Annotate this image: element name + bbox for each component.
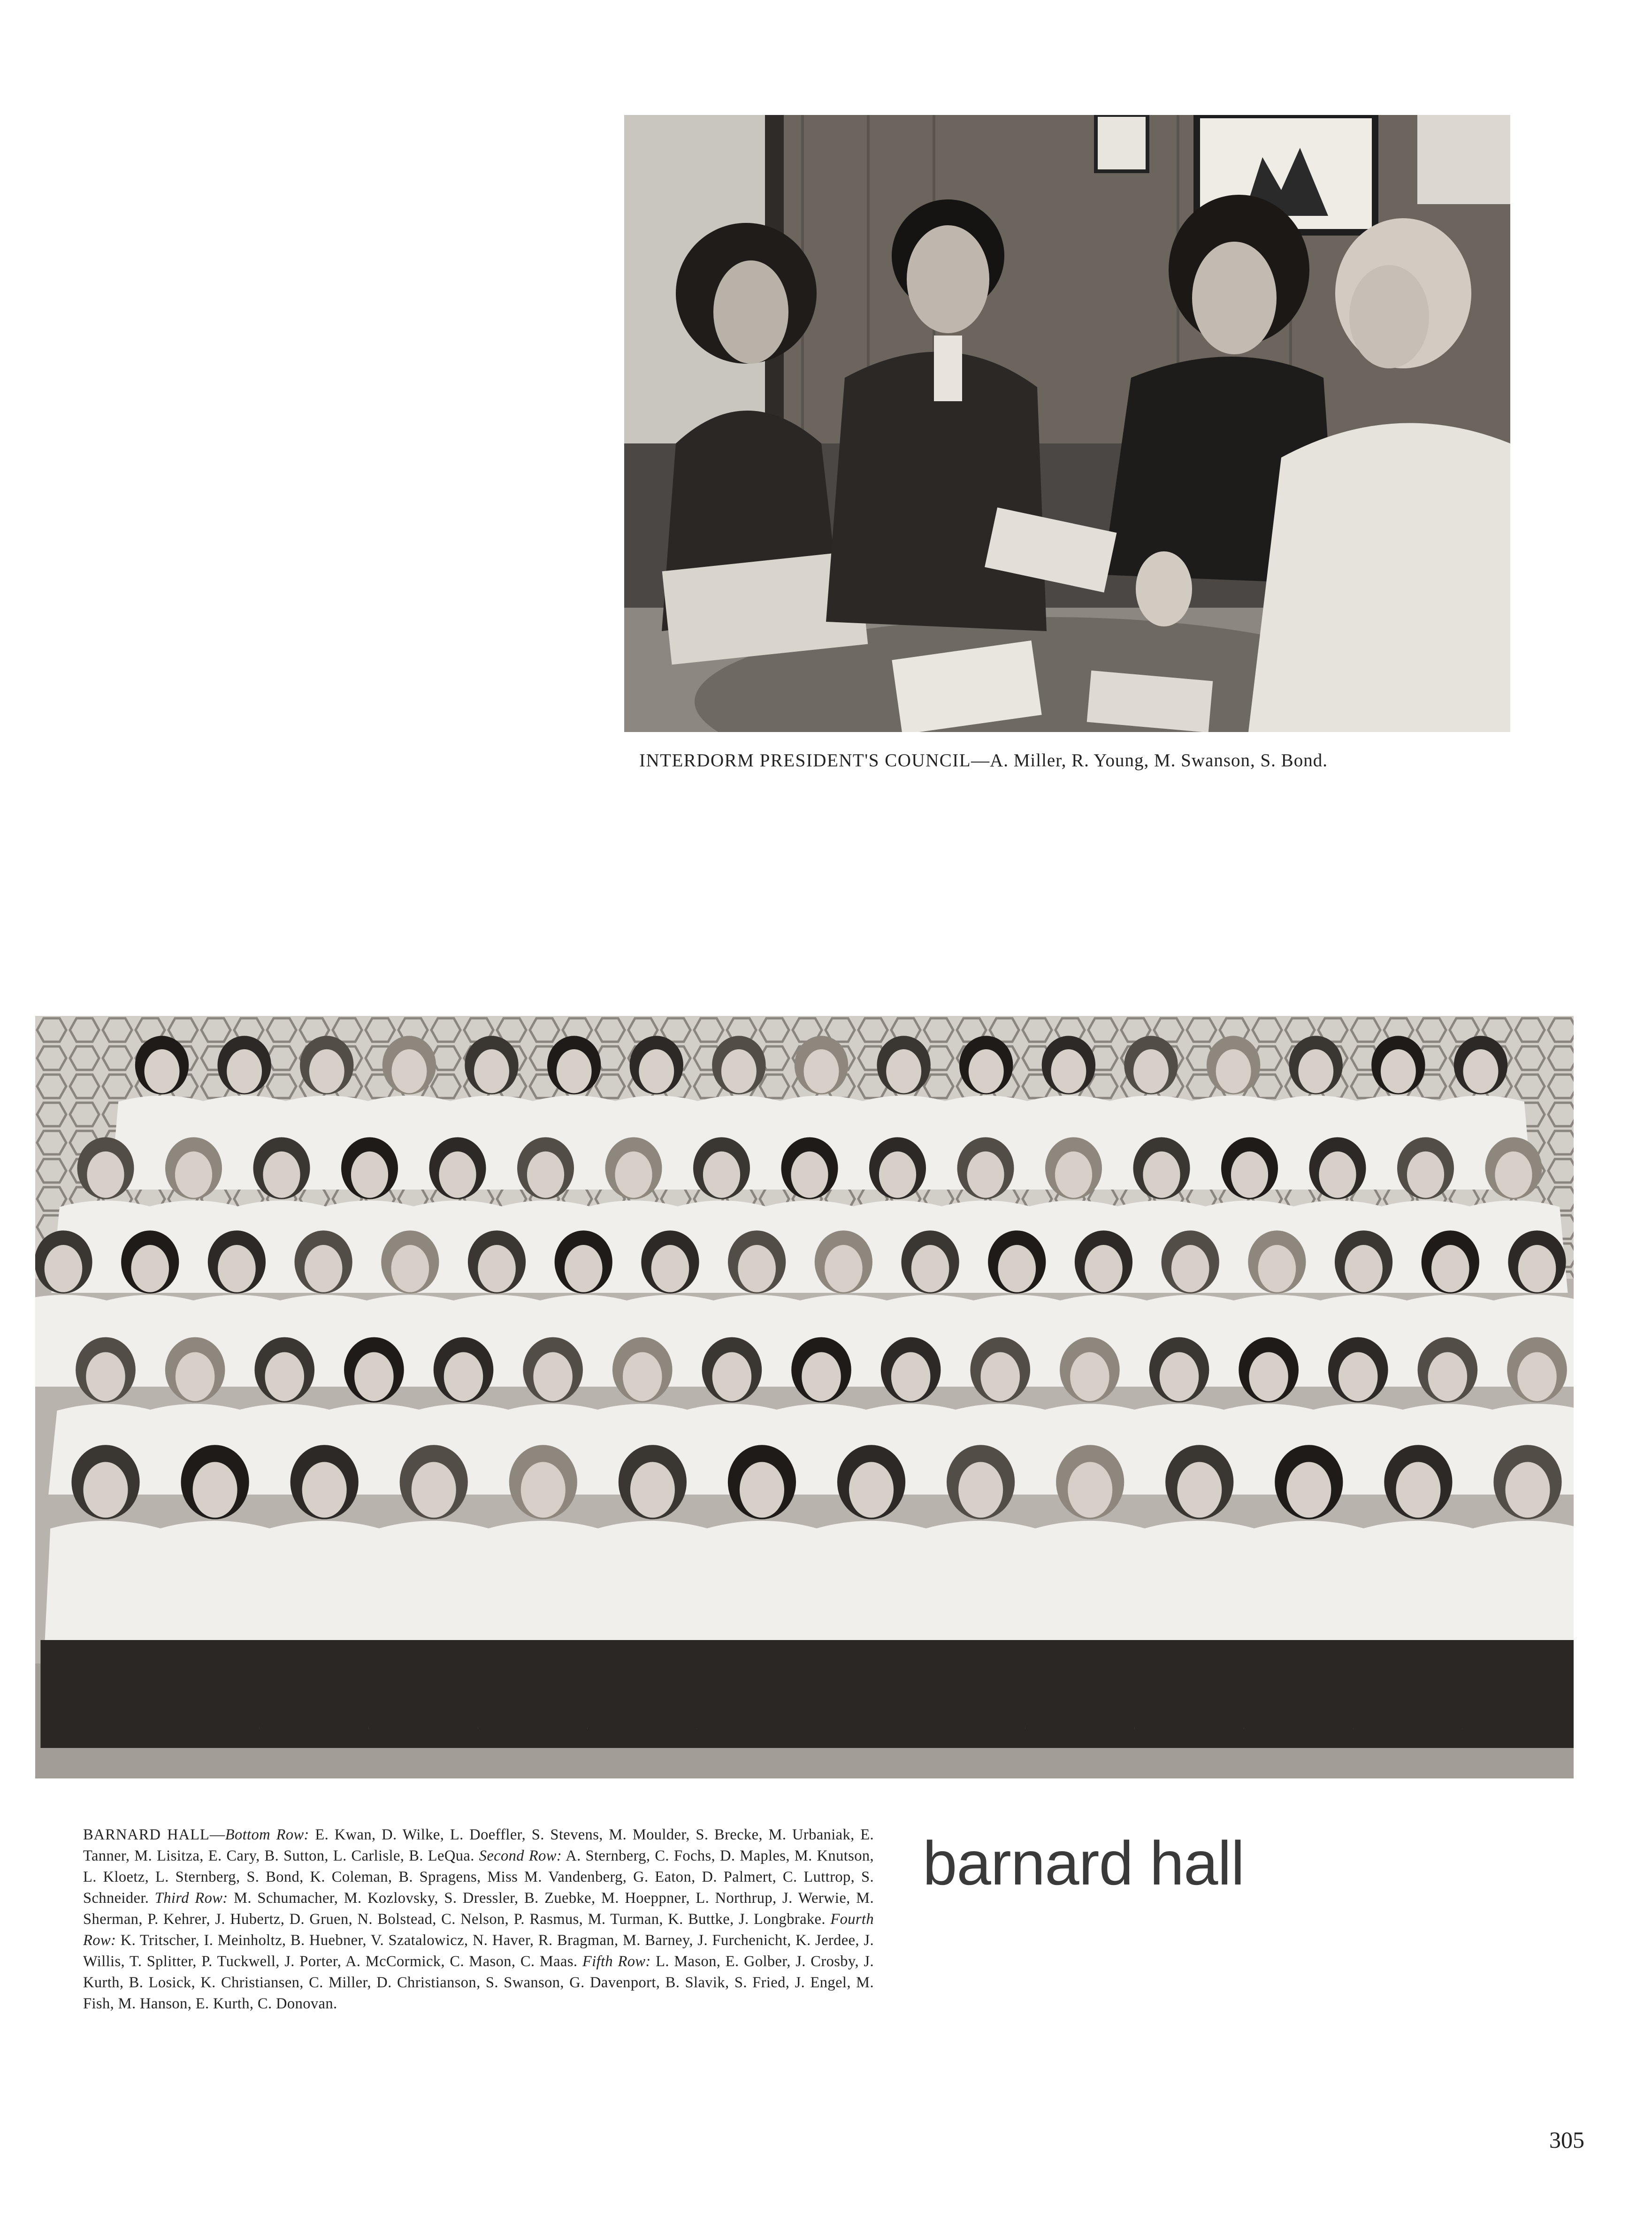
row-label-third: Third Row: — [154, 1890, 228, 1907]
council-caption-title: INTERDORM PRESIDENT'S COUNCIL — [639, 750, 971, 771]
row-label-bottom: Bottom Row: — [225, 1826, 309, 1843]
row-names-fifth: L. Mason, E. Golber, J. Crosby, J. Kurth, B. Losick, K. Christiansen, C. Miller, D. Christianson, S. Swanson, G. Davenport, B. Slavik, S. Fried, J. Engel, M. Fish, M. Hanson, E. Kurth, C. Donovan. — [83, 1953, 874, 2012]
council-photo-illustration — [624, 115, 1510, 732]
row-names-second: A. Sternberg, C. Fochs, D. Maples, M. Knutson, L. Kloetz, L. Sternberg, S. Bond, K. Coleman, B. Spragens, Miss M. Vandenberg, G. Eaton, D. Palmert, C. Luttrop, S. Schneider. — [83, 1847, 874, 1907]
council-caption-names: A. Miller, R. Young, M. Swanson, S. Bond. — [990, 750, 1328, 771]
group-photo-illustration — [35, 1016, 1574, 1778]
council-photo — [624, 115, 1510, 732]
row-label-second: Second Row: — [479, 1847, 562, 1864]
row-label-fifth: Fifth Row: — [582, 1953, 651, 1970]
section-heading: barnard hall — [923, 1829, 1245, 1898]
barnard-hall-caption: BARNARD HALL—Bottom Row: E. Kwan, D. Wilke, L. Doeffler, S. Stevens, M. Moulder, S. Brecke, M. Urbaniak, E. Tanner, M. Lisitza, E. Cary, B. Sutton, L. Carlisle, B. LeQua. Second Row: A. Sternberg, C. Fochs, D. Maples, M. Knutson, L. Kloetz, L. Sternberg, S. Bond, K. Coleman, B. Spragens, Miss M. Vandenberg, G. Eaton, D. Palmert, C. Luttrop, S. Schneider. Third Row: M. Schumacher, M. Kozlovsky, S. Dressler, B. Zuebke, M. Hoeppner, L. Northrup, J. Werwie, M. Sherman, P. Kehrer, J. Hubertz, D. Gruen, N. Bolstead, C. Nelson, P. Rasmus, M. Turman, K. Buttke, J. Longbrake. Fourth Row: K. Tritscher, I. Meinholtz, B. Huebner, V. Szatalowicz, N. Haver, R. Bragman, M. Barney, J. Furchenicht, K. Jerdee, J. Willis, T. Splitter, P. Tuckwell, J. Porter, A. McCormick, C. Mason, C. Maas. Fifth Row: L. Mason, E. Golber, J. Crosby, J. Kurth, B. Losick, K. Christiansen, C. Miller, D. Christianson, S. Swanson, G. Davenport, B. Slavik, S. Fried, J. Engel, M. Fish, M. Hanson, E. Kurth, C. Donovan. — [83, 1826, 874, 2012]
council-caption: INTERDORM PRESIDENT'S COUNCIL—A. Miller, R. Young, M. Swanson, S. Bond. — [639, 750, 1328, 771]
page-number: 305 — [1549, 2127, 1584, 2153]
row-names-fourth: K. Tritscher, I. Meinholtz, B. Huebner, V. Szatalowicz, N. Haver, R. Bragman, M. Barney, J. Furchenicht, K. Jerdee, J. Willis, T. Splitter, P. Tuckwell, J. Porter, A. McCormick, C. Mason, C. Maas. — [83, 1932, 874, 1970]
row-names-bottom: E. Kwan, D. Wilke, L. Doeffler, S. Stevens, M. Moulder, S. Brecke, M. Urbaniak, E. Tanner, M. Lisitza, E. Cary, B. Sutton, L. Carlisle, B. LeQua. — [83, 1826, 874, 1864]
row-names-third: M. Schumacher, M. Kozlovsky, S. Dressler, B. Zuebke, M. Hoeppner, L. Northrup, J. Werwie, M. Sherman, P. Kehrer, J. Hubertz, D. Gruen, N. Bolstead, C. Nelson, P. Rasmus, M. Turman, K. Buttke, J. Longbrake. — [83, 1890, 874, 1928]
barnard-caption-title: BARNARD HALL — [83, 1826, 210, 1843]
barnard-hall-group-photo — [35, 1016, 1574, 1778]
row-label-fourth: Fourth Row: — [83, 1911, 874, 1949]
